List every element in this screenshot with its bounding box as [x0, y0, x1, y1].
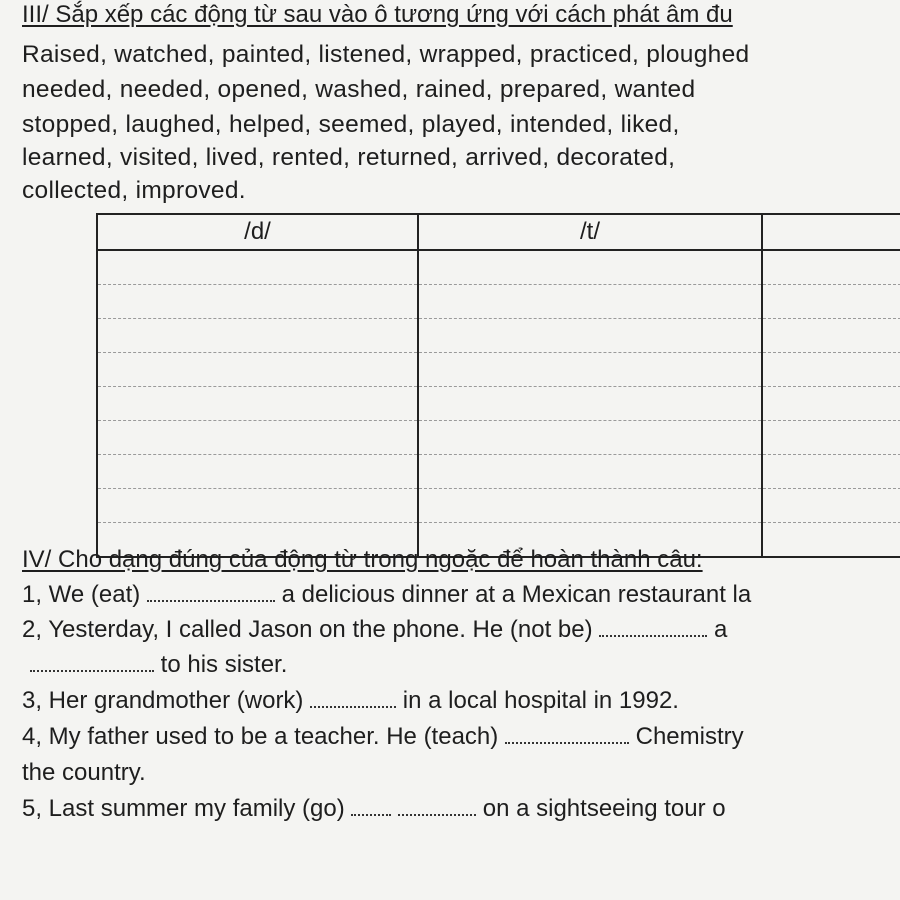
- question-4: [22, 722, 744, 752]
- table-row: [97, 455, 900, 489]
- pronunciation-table: [96, 213, 900, 558]
- word-list-line: stopped, laughed, helped, seemed, played, intended, liked,: [22, 111, 680, 138]
- cell-t[interactable]: [418, 489, 762, 523]
- answer-blank-1[interactable]: [147, 582, 275, 602]
- table-row: [97, 250, 900, 285]
- question-5-text: 5, Last summer my family (go): [22, 795, 345, 822]
- section-3-title: III/ Sắp xếp các động từ sau vào ô tương ứng với cách phát âm đu: [22, 1, 733, 28]
- cell-t[interactable]: [418, 285, 762, 319]
- cell-d[interactable]: [97, 285, 418, 319]
- cell-d[interactable]: [97, 489, 418, 523]
- word-list-line: needed, needed, opened, washed, rained, prepared, wanted: [22, 76, 696, 103]
- question-3-text: 3, Her grandmother (work): [22, 687, 304, 714]
- cell-d[interactable]: [97, 421, 418, 455]
- cell-t[interactable]: [418, 250, 762, 285]
- cell-id[interactable]: [762, 421, 900, 455]
- word-list-line: learned, visited, lived, rented, returned, arrived, decorated,: [22, 144, 676, 171]
- question-1-text: 1, We (eat): [22, 581, 141, 608]
- answer-blank-5b[interactable]: [398, 796, 476, 816]
- cell-d[interactable]: [97, 387, 418, 421]
- table-row: [97, 353, 900, 387]
- question-4-cont: the country.: [22, 759, 146, 786]
- answer-blank-2[interactable]: [599, 617, 707, 637]
- word-list-line: collected, improved.: [22, 177, 246, 204]
- answer-blank-2-cont[interactable]: [30, 652, 154, 672]
- section-4-title: IV/ Cho dạng đúng của động từ trong ngoặc để hoàn thành câu:: [22, 546, 703, 573]
- table-row: [97, 285, 900, 319]
- answer-blank-5a[interactable]: [351, 796, 391, 816]
- cell-t[interactable]: [418, 387, 762, 421]
- question-4-text: 4, My father used to be a teacher. He (teach): [22, 723, 499, 750]
- cell-id[interactable]: [762, 455, 900, 489]
- header-d: /d/: [97, 214, 418, 250]
- table-row: [97, 421, 900, 455]
- header-t: /t/: [418, 214, 762, 250]
- cell-t[interactable]: [418, 319, 762, 353]
- cell-d[interactable]: [97, 319, 418, 353]
- question-2-cont: [30, 650, 287, 680]
- cell-id[interactable]: [762, 489, 900, 523]
- cell-id[interactable]: [762, 387, 900, 421]
- cell-t[interactable]: [418, 455, 762, 489]
- cell-d[interactable]: [97, 353, 418, 387]
- question-2-text: 2, Yesterday, I called Jason on the phone. He (not be): [22, 616, 593, 643]
- header-id: [762, 214, 900, 250]
- table-row: [97, 489, 900, 523]
- word-list-line: Raised, watched, painted, listened, wrapped, practiced, ploughed: [22, 41, 750, 68]
- cell-id[interactable]: [762, 353, 900, 387]
- answer-blank-3[interactable]: [310, 688, 396, 708]
- table-row: [97, 319, 900, 353]
- question-4-text-end: Chemistry: [635, 723, 744, 750]
- answer-blank-4[interactable]: [505, 724, 629, 744]
- question-1-text-end: a delicious dinner at a Mexican restaurant la: [281, 581, 752, 608]
- question-5-text-end: on a sightseeing tour o: [482, 795, 726, 822]
- cell-id[interactable]: [762, 285, 900, 319]
- question-2-cont-text: to his sister.: [160, 651, 288, 678]
- cell-id[interactable]: [762, 250, 900, 285]
- cell-id[interactable]: [762, 523, 900, 558]
- question-2: [22, 615, 727, 645]
- cell-d[interactable]: [97, 455, 418, 489]
- question-3: [22, 686, 679, 716]
- cell-d[interactable]: [97, 250, 418, 285]
- cell-id[interactable]: [762, 319, 900, 353]
- table-row: [97, 387, 900, 421]
- cell-t[interactable]: [418, 421, 762, 455]
- question-1: [22, 580, 751, 610]
- question-5: [22, 794, 726, 824]
- cell-t[interactable]: [418, 353, 762, 387]
- question-2-text-end: a: [713, 616, 728, 643]
- question-3-text-end: in a local hospital in 1992.: [402, 687, 679, 714]
